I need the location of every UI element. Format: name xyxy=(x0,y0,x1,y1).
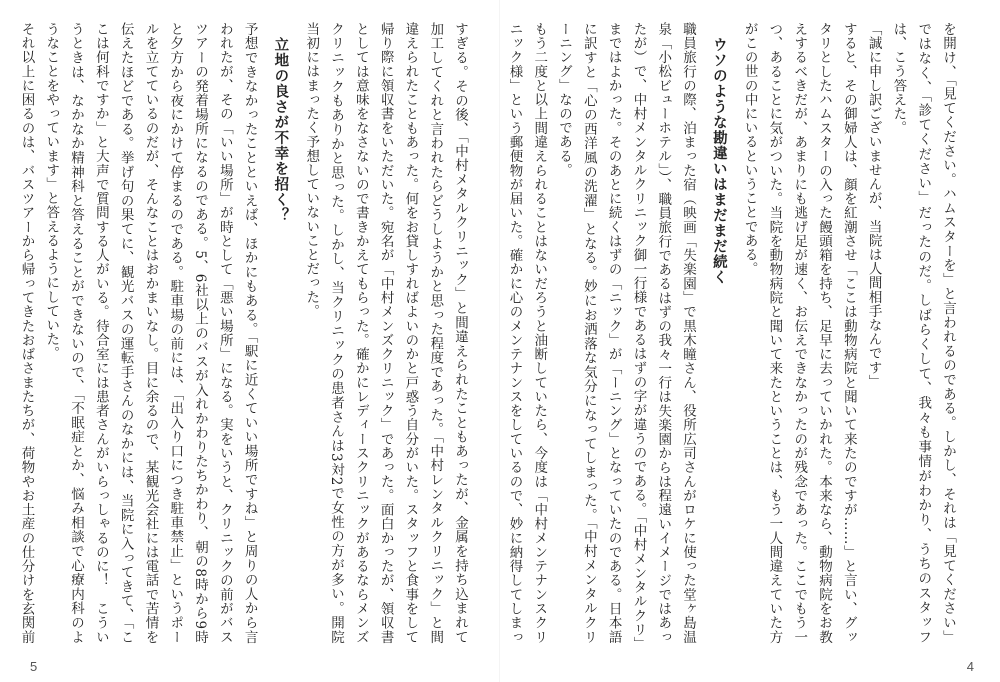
left-page-body xyxy=(14,22,472,644)
right-page-body xyxy=(502,22,960,644)
body-paragraph: すぎる。その後、「中村メタルクリニック」と間違えられたこともあったが、金属を持ち込まれて加工してくれと言われたらどうしようかと思った程度であった。「中村レンタルクリニック」と間違えられたこともあった。何をお貸しすればよいのかと戸惑う自分がいた。スタッフと食事をして帰り際に領収書をいただいた。宛名が「中村メンズクリニック」であった。面白かったが、領収書としては意味をなさないので書きかえてもらった。確かにレディースクリニックがあるならメンズクリニックもありかと思った。しかし、当クリニックの患者さんは3対2で女性の方が多い。開院当初にはまったく予想していないことだった。 xyxy=(303,22,468,644)
page-number: 5 xyxy=(30,659,38,674)
body-paragraph: を開け、「見てください。ハムスターを」と言われるのである。しかし、それは「見てください」ではなく、「診てください」だったのだ。しばらくして、我々も事情がわかり、うちのスタッフは、こう答えた。 xyxy=(890,22,956,644)
right-page xyxy=(500,0,1000,682)
section-heading: 立地の良さが不幸を招く？ xyxy=(272,36,289,223)
section-heading: ウソのような勘違いはまだまだ続く xyxy=(710,36,727,285)
body-paragraph: 予想できなかったことといえば、ほかにもある。「駅に近くていい場所ですね」と周りの人から言われたが、その「いい場所」が時として「悪い場所」になる。実をいうと、クリニックの前がバスツアーの発着場所になるのである。5、6社以上のバスが入れかわりたちかわり、朝の8時から9時と夕方から夜にかけて停まるのである。駐車場の前には、「出入り口につき駐車禁止」というポールを立てているのだが、そんなことはおかまいなし。目に余るので、某観光会社には電話で苦情を伝えたほどである。挙げ句の果てに、観光バスの運転手さんのなかには、当院に入ってきて、「ここは何科ですか」と大声で質問する人がいる。待合室には患者さんがいらっしゃるのに！ こういうときは、なかなか精神科と答えることができないので、「不眠症とか、悩み相談で心療内科のようなことをやっています」と答えるようにしていた。 xyxy=(43,22,258,644)
body-paragraph: もう二度と以上間違えられることはないだろうと油断していたら、今度は「中村メンテナンスクリニック様」という郵便物が届いた。確かに心のメンテナンスをしているので、妙に納得してしまっ xyxy=(506,22,548,644)
body-paragraph: それ以上に困るのは、バスツアーから帰ってきたおばさまたちが、荷物やお土産の仕分けを玄関前 xyxy=(18,22,35,644)
body-paragraph: すると、その御婦人は、顔を紅潮させ「ここは動物病院と聞いて来たのですが……」と言い、グッタリとしたハムスターの入った饅頭箱を持ち、足早に去っていかれた。本来なら、動物病院をお教えするべきだが、あまりにも逃げ足が速く、お伝えできなかったのが残念であった。ここでもう一つ、あることに気がついた。当院を動物病院と聞いて来たということは、もう一人間違えていた方がこの世の中にいるということである。 xyxy=(741,22,857,644)
page-number: 4 xyxy=(966,659,974,674)
body-paragraph: 「誠に申し訳ございませんが、当院は人間相手なんです」 xyxy=(865,22,882,389)
body-paragraph: 職員旅行の際、泊まった宿（映画「失楽園」で黒木瞳さん、役所広司さんがロケに使った堂ヶ島温泉「小松ビューホテル」）、職員旅行であるはずの我々一行は失楽園からは程遠いイメージではあったが）で、中村メンタルクリニック御一行様であるはずの字が違うのである。「中村メンタルクリ」まではよかった。そのあとに続くはずの「ニック」が「ーニング」となっていたのである。日本語に訳すと「心の西洋風の洗濯」となる。妙にお洒落な気分になってしまった。「中村メンタルクリーニング」なのである。 xyxy=(556,22,697,644)
